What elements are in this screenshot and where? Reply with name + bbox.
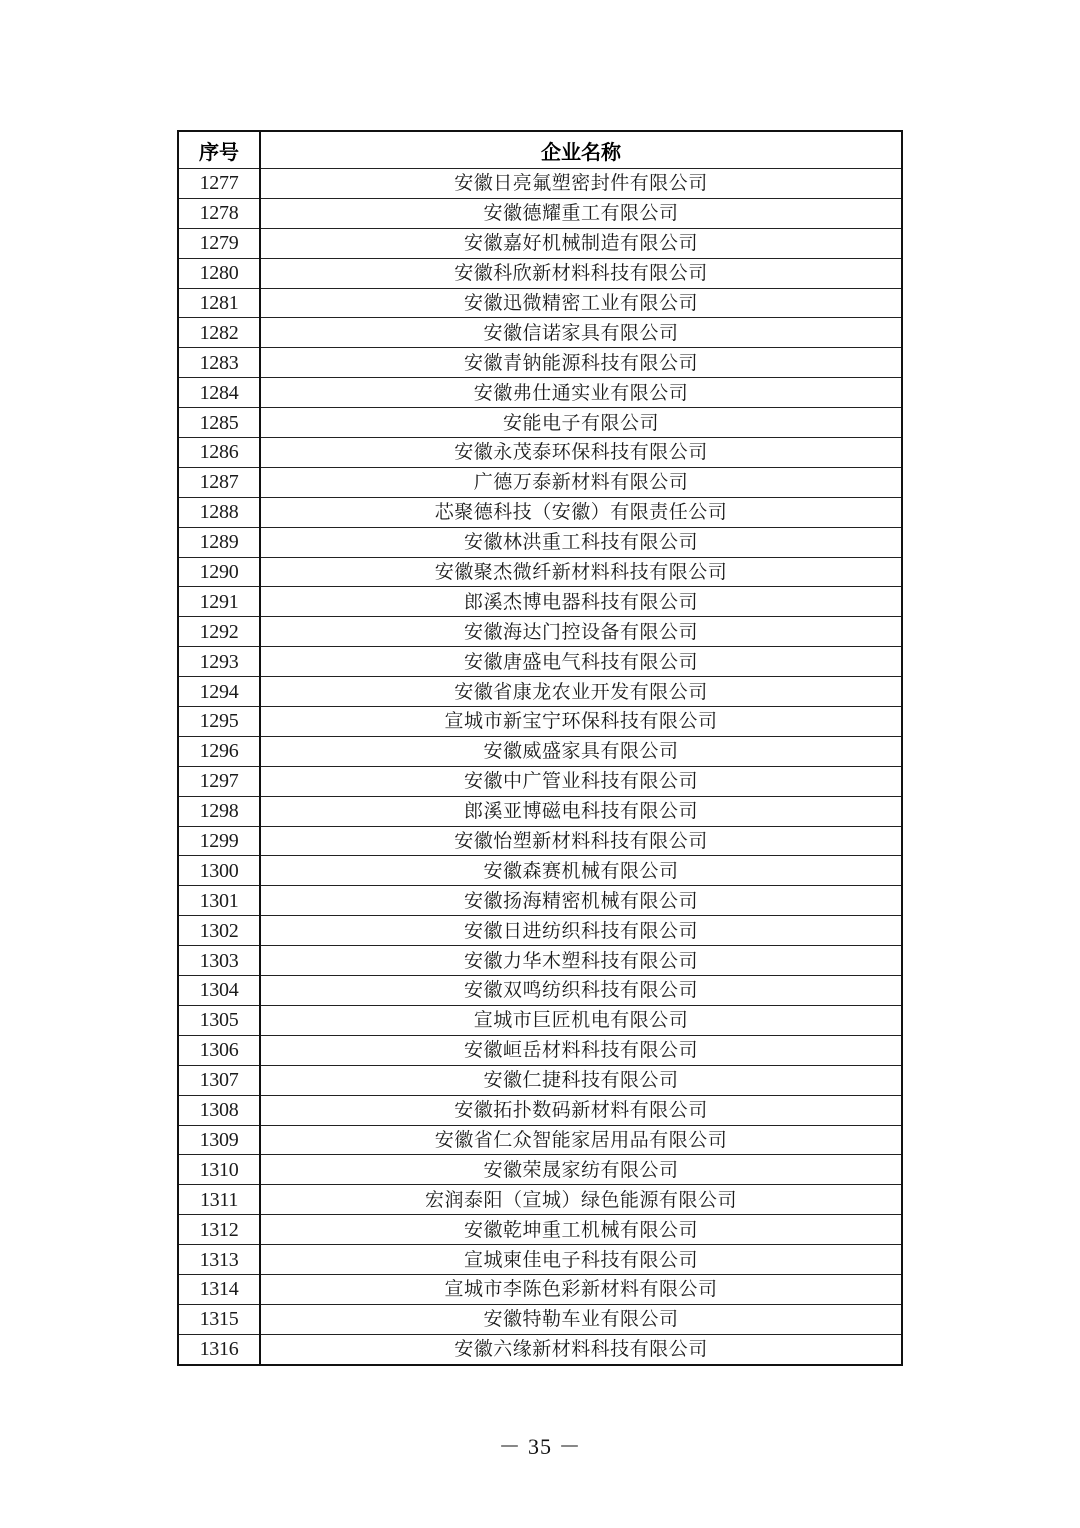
company-name: 安徽乾坤重工机械有限公司 xyxy=(260,1215,902,1245)
company-name: 宣城市新宝宁环保科技有限公司 xyxy=(260,707,902,737)
table-row xyxy=(178,1185,902,1215)
table-row xyxy=(178,408,902,438)
table-row xyxy=(178,258,902,288)
company-name: 安徽省康龙农业开发有限公司 xyxy=(260,677,902,707)
table-row xyxy=(178,1005,902,1035)
company-name: 广德万泰新材料有限公司 xyxy=(260,467,902,497)
company-name: 安徽仁捷科技有限公司 xyxy=(260,1065,902,1095)
table-row xyxy=(178,766,902,796)
company-name: 安徽中广管业科技有限公司 xyxy=(260,766,902,796)
row-number: 1312 xyxy=(178,1215,260,1245)
table-row xyxy=(178,1035,902,1065)
row-number: 1277 xyxy=(178,169,260,199)
table-row xyxy=(178,1274,902,1304)
row-number: 1296 xyxy=(178,736,260,766)
company-name: 安徽威盛家具有限公司 xyxy=(260,736,902,766)
table-row xyxy=(178,1215,902,1245)
company-name: 安徽青钠能源科技有限公司 xyxy=(260,348,902,378)
row-number: 1303 xyxy=(178,946,260,976)
row-number: 1288 xyxy=(178,497,260,527)
company-name: 安徽峘岳材料科技有限公司 xyxy=(260,1035,902,1065)
table-row xyxy=(178,976,902,1006)
row-number: 1293 xyxy=(178,647,260,677)
column-header-company-name: 企业名称 xyxy=(260,131,902,169)
table-body xyxy=(178,169,902,1365)
company-name: 安徽日进纺织科技有限公司 xyxy=(260,916,902,946)
company-name: 安徽拓扑数码新材料有限公司 xyxy=(260,1095,902,1125)
table-row xyxy=(178,438,902,468)
row-number: 1305 xyxy=(178,1005,260,1035)
row-number: 1304 xyxy=(178,976,260,1006)
company-name: 安徽扬海精密机械有限公司 xyxy=(260,886,902,916)
table-row xyxy=(178,587,902,617)
row-number: 1298 xyxy=(178,796,260,826)
row-number: 1308 xyxy=(178,1095,260,1125)
company-name: 安徽六缘新材料科技有限公司 xyxy=(260,1334,902,1364)
table-row xyxy=(178,826,902,856)
company-name: 郎溪亚博磁电科技有限公司 xyxy=(260,796,902,826)
table-row xyxy=(178,1065,902,1095)
company-name: 安徽海达门控设备有限公司 xyxy=(260,617,902,647)
row-number: 1295 xyxy=(178,707,260,737)
row-number: 1316 xyxy=(178,1334,260,1364)
table-row xyxy=(178,856,902,886)
row-number: 1297 xyxy=(178,766,260,796)
company-name: 芯聚德科技（安徽）有限责任公司 xyxy=(260,497,902,527)
table-row xyxy=(178,707,902,737)
table-row xyxy=(178,1095,902,1125)
company-name: 安徽林洪重工科技有限公司 xyxy=(260,527,902,557)
company-name: 宏润泰阳（宣城）绿色能源有限公司 xyxy=(260,1185,902,1215)
row-number: 1314 xyxy=(178,1274,260,1304)
table-row xyxy=(178,1125,902,1155)
company-name: 安徽怡塑新材料科技有限公司 xyxy=(260,826,902,856)
row-number: 1281 xyxy=(178,288,260,318)
table-row xyxy=(178,467,902,497)
row-number: 1285 xyxy=(178,408,260,438)
table-row xyxy=(178,886,902,916)
row-number: 1279 xyxy=(178,228,260,258)
company-name: 安徽荣晟家纺有限公司 xyxy=(260,1155,902,1185)
row-number: 1302 xyxy=(178,916,260,946)
row-number: 1310 xyxy=(178,1155,260,1185)
company-name: 安徽科欣新材料科技有限公司 xyxy=(260,258,902,288)
row-number: 1282 xyxy=(178,318,260,348)
table-row xyxy=(178,796,902,826)
company-name: 安徽信诺家具有限公司 xyxy=(260,318,902,348)
company-name: 安徽迅微精密工业有限公司 xyxy=(260,288,902,318)
company-name: 宣城市巨匠机电有限公司 xyxy=(260,1005,902,1035)
table-row xyxy=(178,647,902,677)
row-number: 1291 xyxy=(178,587,260,617)
column-header-number: 序号 xyxy=(178,131,260,169)
company-name: 安徽弗仕通实业有限公司 xyxy=(260,378,902,408)
page-number: － 35 － xyxy=(498,1434,582,1459)
row-number: 1313 xyxy=(178,1245,260,1275)
row-number: 1290 xyxy=(178,557,260,587)
company-name: 安徽森赛机械有限公司 xyxy=(260,856,902,886)
row-number: 1300 xyxy=(178,856,260,886)
company-list-table xyxy=(177,130,903,1366)
company-name: 安徽永茂泰环保科技有限公司 xyxy=(260,438,902,468)
company-name: 安徽唐盛电气科技有限公司 xyxy=(260,647,902,677)
table-row xyxy=(178,1155,902,1185)
table-row xyxy=(178,1245,902,1275)
table-row xyxy=(178,946,902,976)
row-number: 1309 xyxy=(178,1125,260,1155)
table-row xyxy=(178,1304,902,1334)
row-number: 1294 xyxy=(178,677,260,707)
company-name: 安徽聚杰微纤新材料科技有限公司 xyxy=(260,557,902,587)
table-row xyxy=(178,198,902,228)
company-name: 安能电子有限公司 xyxy=(260,408,902,438)
row-number: 1283 xyxy=(178,348,260,378)
table-row xyxy=(178,318,902,348)
company-name: 安徽双鸣纺织科技有限公司 xyxy=(260,976,902,1006)
table-row xyxy=(178,916,902,946)
row-number: 1284 xyxy=(178,378,260,408)
table-row xyxy=(178,557,902,587)
row-number: 1299 xyxy=(178,826,260,856)
company-name: 安徽嘉好机械制造有限公司 xyxy=(260,228,902,258)
table-row xyxy=(178,1334,902,1364)
row-number: 1286 xyxy=(178,438,260,468)
row-number: 1280 xyxy=(178,258,260,288)
row-number: 1306 xyxy=(178,1035,260,1065)
company-name: 安徽力华木塑科技有限公司 xyxy=(260,946,902,976)
row-number: 1287 xyxy=(178,467,260,497)
row-number: 1289 xyxy=(178,527,260,557)
row-number: 1315 xyxy=(178,1304,260,1334)
row-number: 1292 xyxy=(178,617,260,647)
table-row xyxy=(178,378,902,408)
table-row xyxy=(178,527,902,557)
table-row xyxy=(178,348,902,378)
row-number: 1307 xyxy=(178,1065,260,1095)
table-row xyxy=(178,228,902,258)
company-name: 宣城市李陈色彩新材料有限公司 xyxy=(260,1274,902,1304)
company-name: 安徽德耀重工有限公司 xyxy=(260,198,902,228)
table-row xyxy=(178,617,902,647)
company-name: 郎溪杰博电器科技有限公司 xyxy=(260,587,902,617)
table-row xyxy=(178,736,902,766)
company-name: 宣城柬佳电子科技有限公司 xyxy=(260,1245,902,1275)
row-number: 1301 xyxy=(178,886,260,916)
table-row xyxy=(178,497,902,527)
row-number: 1311 xyxy=(178,1185,260,1215)
table-row xyxy=(178,677,902,707)
table-row xyxy=(178,169,902,199)
company-name: 安徽特勒车业有限公司 xyxy=(260,1304,902,1334)
row-number: 1278 xyxy=(178,198,260,228)
table-row xyxy=(178,288,902,318)
company-name: 安徽日亮氟塑密封件有限公司 xyxy=(260,169,902,199)
company-name: 安徽省仁众智能家居用品有限公司 xyxy=(260,1125,902,1155)
table-header-row xyxy=(178,131,902,169)
